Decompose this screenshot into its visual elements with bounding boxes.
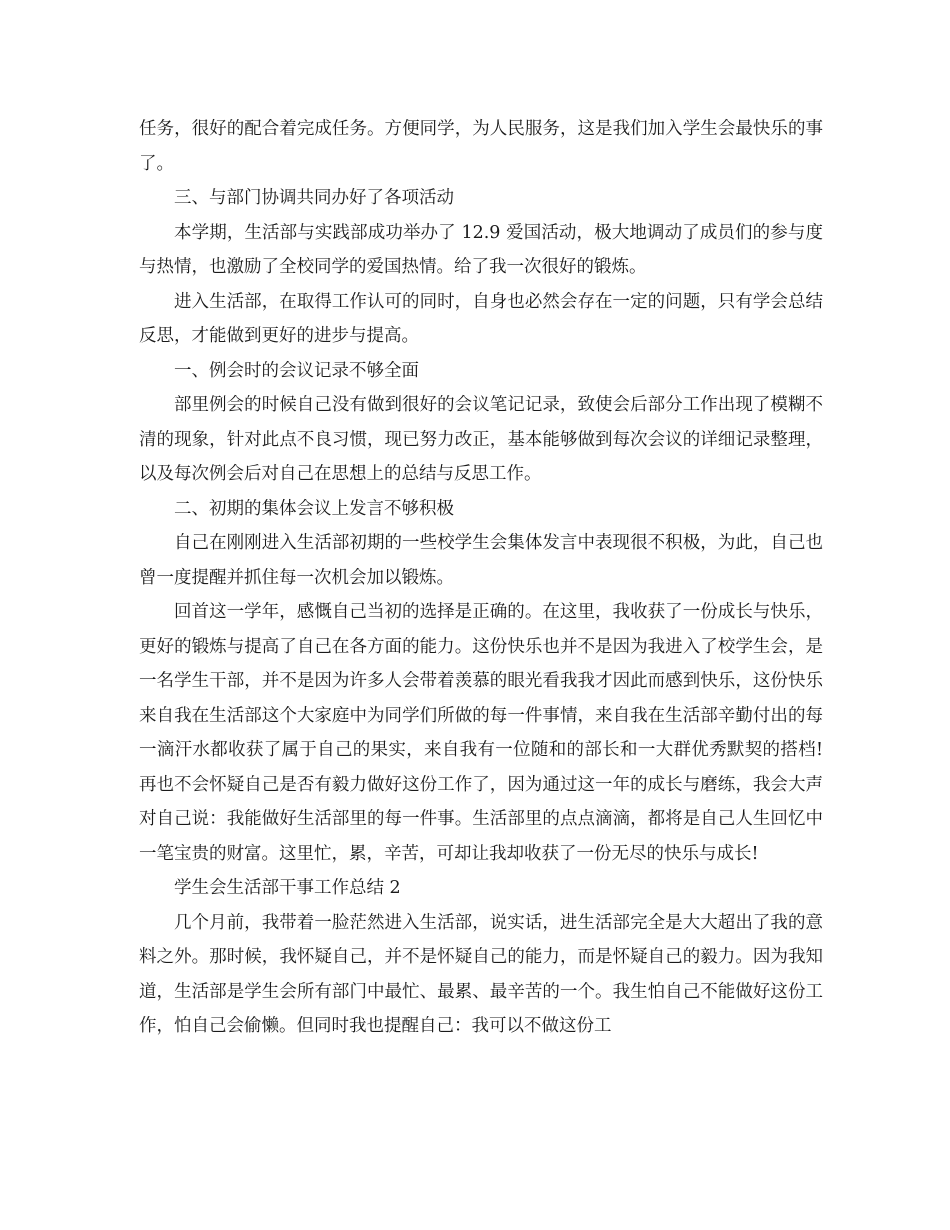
paragraph-activity: 本学期，生活部与实践部成功举办了 12.9 爱国活动，极大地调动了成员们的参与度与热情，也激励了全校同学的爱国热情。给了我一次很好的锻炼。 [139, 222, 823, 277]
document-body [139, 112, 823, 1044]
paragraph-reflection-intro: 进入生活部，在取得工作认可的同时，自身也必然会存在一定的问题，只有学会总结反思，才能做到更好的进步与提高。 [139, 291, 823, 346]
article-title-summary-2: 学生会生活部干事工作总结 2 [174, 878, 401, 898]
section-heading-meeting-notes: 一、例会时的会议记录不够全面 [174, 360, 419, 381]
section-heading-speaking: 二、初期的集体会议上发言不够积极 [174, 498, 454, 519]
paragraph-continuation: 任务，很好的配合着完成任务。方便同学，为人民服务，这是我们加入学生会最快乐的事了。 [139, 119, 823, 174]
section-heading-coordination: 三、与部门协调共同办好了各项活动 [174, 188, 454, 208]
paragraph-speaking: 自己在刚刚进入生活部初期的一些校学生会集体发言中表现很不积极，为此，自己也曾一度提醒并抓住每一次机会加以锻炼。 [139, 533, 823, 588]
paragraph-year-review: 回首这一学年，感慨自己当初的选择是正确的。在这里，我收获了一份成长与快乐，更好的锻炼与提高了自己在各方面的能力。这份快乐也并不是因为我进入了校学生会，是一名学生干部，并不是因为许多人会带着羡慕的眼光看我我才因此而感到快乐，这份快乐来自我在生活部这个大家庭中为同学们所做的每一件事情，来自我在生活部辛勤付出的每一滴汗水都收获了属于自己的果实，来自我有一位随和的部长和一大群优秀默契的搭档!再也不会怀疑自己是否有毅力做好这份工作了，因为通过这一年的成长与磨练，我会大声对自己说：我能做好生活部里的每一件事。生活部里的点点滴滴，都将是自己人生回忆中一笔宝贵的财富。这里忙，累，辛苦，可却让我却收获了一份无尽的快乐与成长! [139, 602, 823, 864]
paragraph-summary-2-intro: 几个月前，我带着一脸茫然进入生活部，说实话，进生活部完全是大大超出了我的意料之外。那时候，我怀疑自己，并不是怀疑自己的能力，而是怀疑自己的毅力。因为我知道，生活部是学生会所有部门中最忙、最累、最辛苦的一个。我生怕自己不能做好这份工作，怕自己会偷懒。但同时我也提醒自己：我可以不做这份工 [139, 912, 823, 1036]
paragraph-meeting-notes: 部里例会的时候自己没有做到很好的会议笔记记录，致使会后部分工作出现了模糊不清的现象，针对此点不良习惯，现已努力改正，基本能够做到每次会议的详细记录整理，以及每次例会后对自己在思想上的总结与反思工作。 [139, 395, 823, 484]
